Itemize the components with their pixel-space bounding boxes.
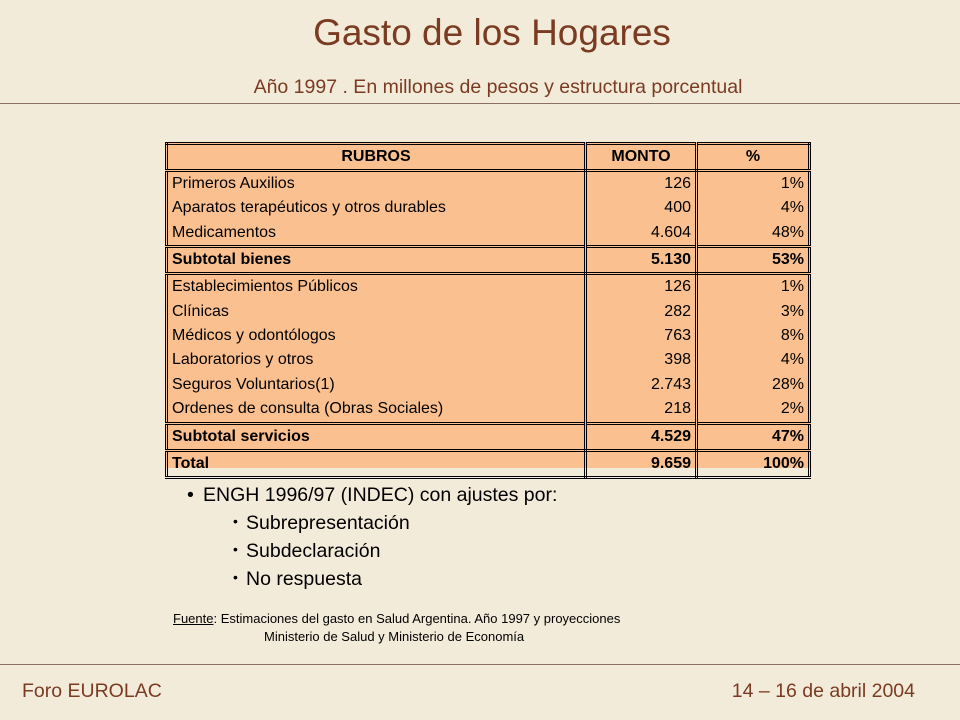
row-label: Médicos y odontólogos <box>167 324 586 348</box>
bullet-icon: • <box>233 541 238 557</box>
slide-title: Gasto de los Hogares <box>313 12 671 53</box>
table-row <box>167 300 810 324</box>
table-row <box>167 171 810 197</box>
slide-subtitle: Año 1997 . En millones de pesos y estructura porcentual <box>253 76 743 98</box>
notes-main-text: ENGH 1996/97 (INDEC) con ajustes por: <box>203 484 558 506</box>
table-row <box>167 324 810 348</box>
notes-main <box>187 482 557 508</box>
row-label: Primeros Auxilios <box>167 171 586 197</box>
bullet-icon: • <box>187 484 194 506</box>
top-divider <box>0 103 960 104</box>
row-percent: 48% <box>771 223 804 241</box>
row-percent: 1% <box>780 278 804 296</box>
row-percent: 1% <box>780 175 804 192</box>
header-percent: % <box>697 144 810 171</box>
row-label: Medicamentos <box>167 221 586 247</box>
row-monto: 282 <box>586 300 697 324</box>
row-label: Laboratorios y otros <box>167 348 586 372</box>
table-row <box>167 196 810 220</box>
row-monto: 218 <box>586 397 697 423</box>
row-percent: 4% <box>780 351 804 369</box>
expense-table-container <box>165 142 811 472</box>
subtotal-row <box>167 423 810 450</box>
row-monto: 126 <box>586 171 697 197</box>
row-monto: 4.529 <box>586 423 697 450</box>
row-percent: 100% <box>697 450 810 477</box>
row-monto: 398 <box>586 348 697 372</box>
table-row <box>167 274 810 300</box>
footer-date: 14 – 16 de abril 2004 <box>731 680 915 702</box>
row-percent: 2% <box>780 400 804 418</box>
footer-event: Foro EUROLAC <box>22 680 162 702</box>
row-label: Subtotal servicios <box>167 423 586 450</box>
source-note <box>173 610 620 646</box>
table-header-row <box>167 144 810 171</box>
row-label: Aparatos terapéuticos y otros durables <box>167 196 586 220</box>
row-percent: 47% <box>697 423 810 450</box>
table-row <box>167 397 810 423</box>
row-label: Establecimientos Públicos <box>167 274 586 300</box>
row-percent: 3% <box>780 302 804 320</box>
expense-table <box>165 142 811 479</box>
note-item: Subdeclaración <box>246 540 381 562</box>
total-row <box>167 450 810 477</box>
row-percent: 53% <box>697 247 810 274</box>
row-monto: 4.604 <box>586 221 697 247</box>
row-label: Clínicas <box>167 300 586 324</box>
note-item: No respuesta <box>246 568 362 590</box>
table-row <box>167 348 810 372</box>
bullet-icon: • <box>233 513 238 529</box>
row-monto: 763 <box>586 324 697 348</box>
row-monto: 2.743 <box>586 373 697 397</box>
bottom-divider <box>0 664 960 665</box>
row-percent: 28% <box>771 375 804 393</box>
table-row <box>167 373 810 397</box>
subtotal-row <box>167 247 810 274</box>
row-percent: 4% <box>780 199 804 217</box>
row-label: Total <box>167 450 586 477</box>
list-item <box>233 568 362 591</box>
bullet-icon: • <box>233 569 238 585</box>
header-monto: MONTO <box>586 144 697 171</box>
header-rubros: RUBROS <box>167 144 586 171</box>
source-line-1: : Estimaciones del gasto en Salud Argentina. Año 1997 y proyecciones <box>213 611 621 626</box>
row-label: Ordenes de consulta (Obras Sociales) <box>167 397 586 423</box>
row-percent: 8% <box>780 327 804 345</box>
source-line-2: Ministerio de Salud y Ministerio de Economía <box>264 629 525 644</box>
source-label: Fuente <box>173 611 214 626</box>
table-row <box>167 221 810 247</box>
row-label: Subtotal bienes <box>167 247 586 274</box>
row-label: Seguros Voluntarios(1) <box>167 373 586 397</box>
list-item <box>233 512 410 535</box>
note-item: Subrepresentación <box>246 512 410 534</box>
row-monto: 400 <box>586 196 697 220</box>
row-monto: 126 <box>586 274 697 300</box>
list-item <box>233 540 380 563</box>
row-monto: 9.659 <box>586 450 697 477</box>
row-monto: 5.130 <box>586 247 697 274</box>
